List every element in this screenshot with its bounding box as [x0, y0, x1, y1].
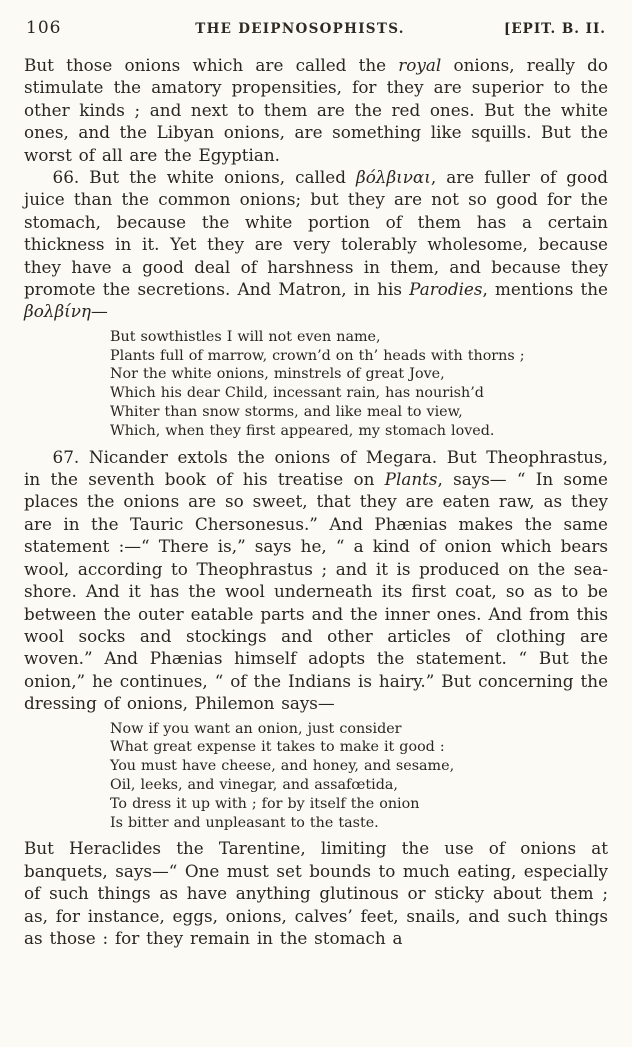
text-run: , are fuller of good juice than the common onions; but they are not so good for the stomach, because the white portion of them has a certain thickness in it. Yet they are very tolerably wholesome, because they have a good deal of harshness in them, and because they promote the secretions. And Matron, in his — [24, 167, 608, 300]
header-section-label: [EPIT. B. II. — [504, 21, 606, 37]
text-run: But those onions which are called the — [24, 55, 399, 75]
verse-line: What great expense it takes to make it good : — [110, 739, 445, 756]
verse-line: Which, when they first appeared, my stomach loved. — [110, 422, 495, 439]
verse-line: Oil, leeks, and vinegar, and assafœtida, — [110, 776, 398, 793]
verse-line: Whiter than snow storms, and like meal to view, — [110, 404, 463, 421]
page-header — [26, 18, 606, 38]
paragraph-royal-onions — [24, 54, 608, 166]
verse-line: Which his dear Child, incessant rain, has nourish’d — [110, 385, 484, 402]
page-body — [24, 54, 608, 949]
verse-line: Is bitter and unpleasant to the taste. — [110, 814, 379, 831]
text-run: 66. But the white onions, called — [52, 167, 356, 188]
verse-line: You must have cheese, and honey, and sesame, — [110, 758, 455, 775]
text-run: 67. Nicander extols the onions of Megara. But Theophrastus, in the seventh book of his treatise on — [24, 446, 608, 490]
verse-line: To dress it up with ; for by itself the onion — [110, 795, 420, 812]
verse-quote-matron — [110, 328, 608, 441]
page-number: 106 — [26, 18, 62, 38]
paragraph-67 — [24, 446, 608, 715]
verse-line: Now if you want an onion, just consider — [110, 720, 402, 737]
verse-line: But sowthistles I will not even name, — [110, 328, 381, 345]
verse-quote-philemon — [110, 720, 608, 833]
paragraph-heraclides — [24, 837, 608, 949]
text-run: But Heraclides the Tarentine, limiting the use of onions at banquets, says—“ One must set bounds to much eating, especially of such things as have anything glutinous or sticky about them ; as, for instance, eggs, onions, calves’ feet, snails, and such things as those : for they remain in the stomach a — [24, 838, 608, 948]
italic-run-greek-bolbine: βολβίνη — [24, 301, 91, 322]
running-title: THE DEIPNOSOPHISTS. — [195, 21, 405, 37]
italic-run-royal: royal — [398, 55, 442, 75]
text-run: , mentions the — [482, 279, 608, 300]
italic-run-greek-bolbinai: βόλβιναι — [356, 167, 431, 188]
verse-line: Plants full of marrow, crown’d on th’ heads with thorns ; — [110, 347, 525, 364]
italic-run-parodies: Parodies — [409, 279, 483, 300]
verse-line: Nor the white onions, minstrels of great Jove, — [110, 366, 445, 383]
text-run: , says— “ In some places the onions are so sweet, that they are eaten raw, as they are in the Tauric Chersonesus.” And Phænias makes the same statement :—“ There is,” says he, “ a kind of onion which bears wool, according to Theophrastus ; and it is produced on the sea-shore. And it has the wool underneath its first coat, so as to be between the outer eatable parts and the inner ones. And from this wool socks and stockings and other articles of clothing are woven.” And Phænias himself adopts the statement. “ But the onion,” he continues, “ of the Indians is hairy.” But concerning the dressing of onions, Philemon says— — [24, 469, 608, 714]
paragraph-66 — [24, 166, 608, 323]
text-run: onions, really do stimulate the amatory propensities, for they are superior to the other kinds ; and next to them are the red ones. But the white ones, and the Libyan onions, are something like squills. But the worst of all are the Egyptian. — [24, 55, 609, 165]
text-run: — — [90, 301, 108, 322]
italic-run-plants: Plants — [384, 469, 438, 490]
